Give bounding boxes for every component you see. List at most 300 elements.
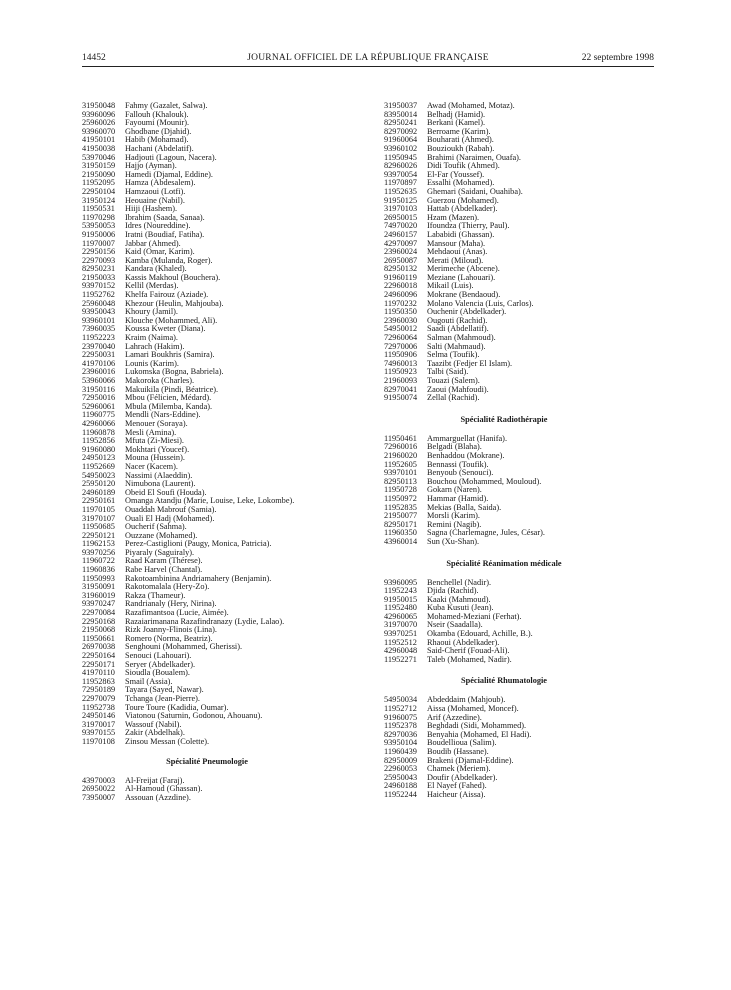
entry-id: 11950906: [384, 350, 417, 360]
entry-id: 11960439: [384, 747, 417, 756]
entry-id: 93970101: [384, 468, 418, 478]
entry-name: Raad Karam (Thérese).: [125, 556, 203, 566]
list-entry: [384, 274, 656, 283]
list-entry: [384, 739, 656, 748]
entry-name: Zakir (Abdelhak).: [125, 728, 185, 738]
list-entry: [384, 538, 656, 547]
entry-name: Lukomska (Bogna, Babriela).: [125, 367, 224, 377]
section-heading: Spécialité Radiothérapie: [460, 414, 548, 424]
entry-id: 21950033: [82, 272, 116, 282]
list-entry: [82, 351, 362, 360]
left-column: [82, 102, 362, 802]
entry-name: Wassouf (Nabil).: [125, 719, 182, 729]
list-entry: [82, 446, 362, 455]
entry-name: Doufir (Abdelkader).: [427, 772, 498, 782]
entry-id: 22950161: [82, 496, 116, 506]
list-entry: [82, 197, 362, 206]
list-entry: [82, 154, 362, 163]
entry-name: Rizk Joanny-Flinois (Lina).: [125, 625, 217, 635]
entry-name: Piyaraly (Saguiraly).: [125, 547, 195, 557]
entry-name: Ghodbane (Djahid).: [125, 126, 192, 136]
entry-name: Chamek (Meriem).: [427, 764, 491, 774]
entry-name: Zellal (Rachid).: [427, 393, 480, 403]
list-entry: [384, 512, 656, 521]
entry-id: 93960070: [82, 126, 116, 136]
entry-name: Abdeddaim (Mahjoub).: [427, 695, 506, 705]
entry-id: 11952243: [384, 586, 417, 596]
spacer: [384, 403, 656, 415]
entry-name: Fayoumi (Mounir).: [125, 118, 190, 128]
list-entry: [384, 197, 656, 206]
list-entry: [82, 171, 362, 180]
entry-name: Kellil (Merdas).: [125, 281, 179, 291]
list-entry: [384, 240, 656, 249]
entry-name: Selma (Toufik).: [427, 350, 480, 360]
entry-id: 22950031: [82, 350, 116, 360]
list-entry: [82, 592, 362, 601]
entry-name: Ifoundza (Thierry, Paul).: [427, 221, 510, 231]
entry-name: Mbula (Milemba, Kanda).: [125, 401, 213, 411]
entry-id: 91960119: [384, 272, 417, 282]
entry-name: Rakotomalala (Hery-Zo).: [125, 582, 210, 592]
entry-id: 11952378: [384, 721, 417, 731]
entry-name: Hamzaoui (Lotfi).: [125, 186, 186, 196]
entry-id: 91960080: [82, 444, 116, 454]
entry-name: Talbi (Said).: [427, 367, 469, 377]
entry-name: Remini (Nagib).: [427, 519, 482, 529]
entry-name: Brahimi (Naraimen, Ouafa).: [427, 152, 521, 162]
list-entry: [384, 162, 656, 171]
entry-name: Razafimantsoa (Lucie, Aimée).: [125, 608, 229, 618]
list-entry: [384, 639, 656, 648]
entry-name: Kaaki (Mahmoud).: [427, 594, 491, 604]
entry-id: 25960026: [82, 118, 116, 128]
entry-id: 22970079: [82, 693, 116, 703]
entry-id: 53970046: [82, 152, 116, 162]
list-entry: [384, 317, 656, 326]
list-entry: [384, 435, 656, 444]
entry-name: Kamba (Mulanda, Roger).: [125, 255, 213, 265]
entry-name: Oucherif (Sahma).: [125, 522, 187, 532]
entry-id: 91950015: [384, 594, 418, 604]
entry-id: 11960878: [82, 427, 115, 437]
entry-id: 31960019: [82, 590, 116, 600]
entry-name: Sagna (Charlemagne, Jules, César).: [427, 528, 545, 538]
entry-id: 54950012: [384, 324, 418, 334]
entry-name: Djida (Rachid).: [427, 586, 479, 596]
spacer: [82, 747, 362, 757]
entry-name: Berkani (Kamel).: [427, 118, 486, 128]
entry-id: 82970092: [384, 126, 418, 136]
entry-id: 41950101: [82, 135, 116, 145]
entry-name: Ougouti (Rachid).: [427, 315, 488, 325]
list-entry: [82, 454, 362, 463]
entry-id: 41970106: [82, 358, 116, 368]
entry-name: El Nayef (Fahed).: [427, 781, 487, 791]
entry-id: 31970070: [384, 620, 418, 630]
entry-name: Makoroka (Charles).: [125, 376, 195, 385]
list-entry: [82, 540, 362, 549]
entry-id: 11952223: [82, 333, 115, 343]
entry-name: Mansour (Maha).: [427, 238, 486, 248]
list-entry: [82, 334, 362, 343]
list-entry: [384, 504, 656, 513]
entry-id: 11952480: [384, 603, 417, 613]
entry-id: 93970054: [384, 169, 418, 179]
entry-name: Benyoub (Senouci).: [427, 468, 494, 478]
list-entry: [384, 529, 656, 538]
entry-id: 11952095: [82, 178, 115, 188]
list-entry: [384, 495, 656, 504]
entry-id: 82970036: [384, 729, 418, 739]
list-entry: [82, 437, 362, 446]
entry-name: Benyahia (Mohamed, El Hadi).: [427, 729, 532, 739]
list-entry: [82, 214, 362, 223]
entry-name: Habib (Mohamad).: [125, 135, 189, 145]
list-entry: [82, 205, 362, 214]
entry-name: Khoury (Jamil).: [125, 307, 178, 317]
entry-id: 22950164: [82, 651, 116, 660]
entry-id: 26970038: [82, 642, 116, 652]
list-entry: [82, 257, 362, 266]
entry-id: 11950350: [384, 307, 417, 317]
list-entry: [82, 162, 362, 171]
entry-name: Romero (Norma, Beatriz).: [125, 633, 213, 643]
publication-date: 22 septembre 1998: [581, 53, 654, 63]
entry-id: 25950120: [82, 479, 116, 489]
list-entry: [82, 463, 362, 472]
list-entry: [384, 222, 656, 231]
list-entry: [384, 343, 656, 352]
entry-name: Hiiji (Hashem).: [125, 204, 178, 214]
list-entry: [82, 678, 362, 687]
entry-name: Kraim (Naima).: [125, 333, 178, 343]
entry-name: Razaiarimanana Razafindranazy (Lydie, Lalao).: [125, 616, 285, 626]
entry-name: Al-Freijat (Faraj).: [125, 775, 185, 785]
entry-name: Randrianaly (Hery, Nirina).: [125, 599, 217, 609]
list-entry: [82, 274, 362, 283]
list-entry: [384, 119, 656, 128]
entry-name: Benhaddou (Mokrane).: [427, 450, 505, 460]
list-entry: [82, 738, 362, 747]
entry-id: 23960024: [384, 247, 418, 257]
entry-id: 11960836: [82, 565, 115, 575]
list-entry: [82, 136, 362, 145]
list-entry: [82, 506, 362, 515]
entry-name: Iratni (Boudiaf, Fatiha).: [125, 229, 205, 239]
entry-id: 74970020: [384, 221, 418, 231]
list-entry: [384, 360, 656, 369]
entry-id: 21960020: [384, 450, 418, 460]
entry-name: Arif (Azzedine).: [427, 712, 482, 722]
entry-name: Nassimi (Alaeddin).: [125, 470, 193, 480]
list-entry: [384, 102, 656, 111]
entry-name: Sioudla (Boualem).: [125, 668, 190, 678]
entry-id: 11952635: [384, 186, 417, 196]
entry-name: Hadjouti (Lagoun, Nacera).: [125, 152, 217, 162]
list-entry: [384, 596, 656, 605]
list-entry: [82, 721, 362, 730]
page-header: [82, 53, 654, 67]
list-entry: [384, 334, 656, 343]
list-entry: [82, 128, 362, 137]
entry-name: Nimubona (Laurent).: [125, 479, 196, 489]
list-entry: [384, 111, 656, 120]
entry-name: Seryer (Abdelkader).: [125, 659, 196, 669]
entry-id: 91950006: [82, 229, 116, 239]
entry-id: 82970041: [384, 384, 418, 394]
entry-id: 24950123: [82, 453, 116, 463]
section-heading: Spécialité Rhumatologie: [461, 676, 547, 686]
section-heading: Spécialité Réanimation médicale: [446, 558, 562, 568]
entry-id: 72960064: [384, 333, 418, 343]
list-entry: [384, 257, 656, 266]
spacer: [384, 569, 656, 579]
list-entry: [384, 308, 656, 317]
entry-name: Al-Hamoud (Ghassan).: [125, 784, 203, 794]
entry-name: Senouci (Lahouari).: [125, 651, 192, 660]
entry-id: 93970155: [82, 728, 116, 738]
entry-name: Lounis (Karim).: [125, 358, 179, 368]
entry-id: 42960048: [384, 646, 418, 656]
list-entry: [384, 656, 656, 665]
entry-id: 11950993: [82, 573, 115, 583]
entry-id: 11952856: [82, 436, 115, 446]
list-entry: [82, 472, 362, 481]
list-entry: [384, 696, 656, 705]
entry-id: 23970040: [82, 341, 116, 351]
entry-name: Hajjo (Ayman).: [125, 161, 177, 171]
list-entry: [82, 325, 362, 334]
entry-name: Senghouni (Mohammed, Gherissi).: [125, 642, 243, 652]
entry-id: 93970247: [82, 599, 116, 609]
list-entry: [384, 282, 656, 291]
entry-name: Hamza (Abdesalem).: [125, 178, 196, 188]
entry-name: Makuikila (Pindi, Béatrice).: [125, 384, 219, 394]
list-entry: [82, 515, 362, 524]
entry-id: 22950171: [82, 659, 116, 669]
entry-id: 93950043: [82, 307, 116, 317]
list-entry: [384, 443, 656, 452]
entry-id: 82950113: [384, 476, 417, 486]
list-entry: [384, 351, 656, 360]
entry-id: 22960053: [384, 764, 418, 774]
entry-name: Rabe Harvel (Chantal).: [125, 565, 203, 575]
list-entry: [82, 523, 362, 532]
entry-name: Haicheur (Aissa).: [427, 789, 486, 799]
entry-name: Hachani (Abdelatif).: [125, 143, 194, 153]
list-entry: [82, 231, 362, 240]
entry-name: Perez-Castiglioni (Paugy, Monica, Patricia).: [125, 539, 272, 549]
entry-id: 11970108: [82, 736, 115, 746]
entry-id: 11962153: [82, 539, 115, 549]
right-column: [384, 102, 656, 800]
entry-name: Belgadi (Blaha).: [427, 442, 482, 452]
entry-id: 11950461: [384, 433, 417, 443]
list-entry: [82, 343, 362, 352]
journal-title: JOURNAL OFFICIEL DE LA RÉPUBLIQUE FRANÇAISE: [247, 53, 489, 63]
entry-id: 21950077: [384, 511, 418, 521]
list-entry: [384, 791, 656, 800]
list-entry: [82, 618, 362, 627]
entry-name: Bouzioukh (Rabah).: [427, 143, 495, 153]
list-entry: [82, 626, 362, 635]
entry-id: 93950104: [384, 738, 418, 748]
entry-id: 11950923: [384, 367, 417, 377]
list-entry: [82, 265, 362, 274]
entry-name: Fallouh (Khalouk).: [125, 109, 189, 119]
list-entry: [384, 171, 656, 180]
entry-id: 22970084: [82, 608, 116, 618]
entry-name: Fahmy (Gazalet, Salwa).: [125, 101, 208, 110]
entry-id: 72960016: [384, 442, 418, 452]
list-entry: [384, 587, 656, 596]
entry-id: 11952712: [384, 704, 417, 714]
entry-id: 26950087: [384, 255, 418, 265]
entry-name: Mfuta (Zi-Miesi).: [125, 436, 184, 446]
entry-name: Merati (Miloud).: [427, 255, 484, 265]
list-entry: [384, 248, 656, 257]
entry-id: 11960722: [82, 556, 115, 566]
list-entry: [384, 154, 656, 163]
entry-id: 25960048: [82, 298, 116, 308]
entry-id: 24960157: [384, 229, 418, 239]
entry-name: Tayara (Sayed, Nawar).: [125, 685, 204, 695]
list-entry: [82, 119, 362, 128]
list-entry: [82, 429, 362, 438]
entry-id: 91950125: [384, 195, 418, 205]
list-entry: [82, 669, 362, 678]
entry-name: Obeid El Soufi (Houda).: [125, 487, 207, 497]
entry-id: 72970006: [384, 341, 418, 351]
list-entry: [384, 757, 656, 766]
entry-id: 83950014: [384, 109, 418, 119]
entry-name: Awad (Mohamed, Motaz).: [427, 101, 515, 110]
list-entry: [82, 102, 362, 111]
list-entry: [82, 661, 362, 670]
entry-name: Heouaine (Nabil).: [125, 195, 185, 205]
entry-name: Berroame (Karim).: [427, 126, 491, 136]
entry-name: Hattab (Abdelkader).: [427, 204, 498, 214]
entry-id: 26950015: [384, 212, 418, 222]
spacer: [384, 664, 656, 676]
entry-id: 11970105: [82, 504, 115, 514]
entry-id: 31950116: [82, 384, 115, 394]
entry-name: Said-Cherif (Fouad-Ali).: [427, 646, 510, 656]
entry-name: Ouchenir (Abdelkader).: [427, 307, 507, 317]
entry-name: Assouan (Azzdine).: [125, 792, 191, 802]
list-entry: [82, 222, 362, 231]
list-entry: [82, 377, 362, 386]
entry-name: Koussa Kweter (Diana).: [125, 324, 206, 334]
list-entry: [384, 774, 656, 783]
entry-id: 11952271: [384, 654, 417, 664]
list-entry: [82, 111, 362, 120]
entry-name: Kaid (Omar, Karim).: [125, 247, 195, 257]
list-entry: [82, 282, 362, 291]
list-entry: [384, 579, 656, 588]
entry-name: Lamari Boukhris (Samira).: [125, 350, 215, 360]
entry-id: 24950146: [82, 711, 116, 721]
entry-name: Mouna (Hussein).: [125, 453, 185, 463]
entry-name: Taazibt (Fedjer El Islam).: [427, 358, 513, 368]
entry-id: 31950037: [384, 101, 418, 110]
entry-id: 82950171: [384, 519, 418, 529]
entry-name: Nseir (Saadalla).: [427, 620, 483, 630]
entry-id: 31970107: [82, 513, 116, 523]
entry-name: Saadi (Abdellatif).: [427, 324, 489, 334]
entry-name: Idres (Noureddine).: [125, 221, 191, 231]
entry-id: 22950168: [82, 616, 116, 626]
entry-id: 26950022: [82, 784, 116, 794]
entry-name: Kuba Kusuti (Jean).: [427, 603, 494, 613]
entry-id: 91960075: [384, 712, 418, 722]
entry-id: 11970232: [384, 298, 417, 308]
list-entry: [82, 549, 362, 558]
entry-id: 22970093: [82, 255, 116, 265]
list-entry: [384, 136, 656, 145]
list-entry: [82, 712, 362, 721]
entry-id: 11950728: [384, 485, 417, 495]
list-entry: [384, 265, 656, 274]
list-entry: [82, 240, 362, 249]
list-entry: [82, 777, 362, 786]
entry-name: Ibrahim (Saada, Sanaa).: [125, 212, 205, 222]
list-entry: [82, 145, 362, 154]
entry-id: 52960061: [82, 401, 116, 411]
entry-id: 93960102: [384, 143, 418, 153]
list-entry: [82, 686, 362, 695]
entry-id: 82950231: [82, 264, 116, 274]
entry-id: 31950159: [82, 161, 116, 171]
entry-id: 11950661: [82, 633, 115, 643]
list-entry: [82, 403, 362, 412]
list-entry: [384, 731, 656, 740]
entry-id: 11950972: [384, 493, 417, 503]
entry-id: 54950023: [82, 470, 116, 480]
entry-id: 72950189: [82, 685, 116, 695]
entry-name: Hzam (Mazen).: [427, 212, 480, 222]
list-entry: [82, 557, 362, 566]
entry-id: 74960013: [384, 358, 418, 368]
list-entry: [384, 214, 656, 223]
list-entry: [384, 368, 656, 377]
entry-id: 11950685: [82, 522, 115, 532]
list-entry: [384, 300, 656, 309]
list-entry: [384, 377, 656, 386]
entry-name: Lababidi (Ghassan).: [427, 229, 495, 239]
entry-name: Ghemari (Saidani, Ouahiba).: [427, 186, 523, 196]
entry-id: 31970103: [384, 204, 418, 214]
entry-name: Toure Toure (Kadidia, Oumar).: [125, 702, 229, 712]
list-entry: [384, 394, 656, 403]
entry-name: Brakeni (Djamal-Eddine).: [427, 755, 514, 765]
entry-name: Meziane (Lahouari).: [427, 272, 496, 282]
entry-id: 42960066: [82, 418, 116, 428]
entry-name: Mohamed-Meziani (Ferhat).: [427, 611, 522, 621]
list-entry: [82, 179, 362, 188]
entry-id: 82950241: [384, 118, 418, 128]
entry-id: 93970152: [82, 281, 116, 291]
entry-id: 42960065: [384, 611, 418, 621]
entry-id: 82960026: [384, 161, 418, 171]
entry-id: 93960095: [384, 577, 418, 587]
entry-name: Bouharati (Ahmed).: [427, 135, 494, 145]
list-entry: [384, 128, 656, 137]
entry-id: 82950132: [384, 264, 418, 274]
entry-id: 23960030: [384, 315, 418, 325]
entry-id: 21950090: [82, 169, 116, 179]
